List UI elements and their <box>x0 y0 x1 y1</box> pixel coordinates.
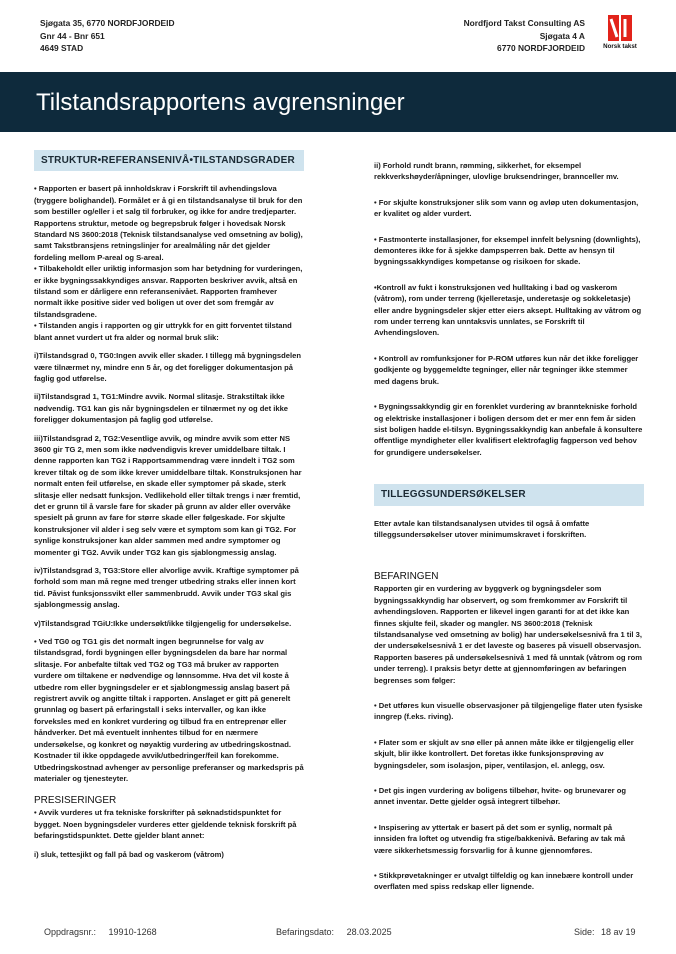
logo-text: Norsk takst <box>603 43 637 50</box>
property-address <box>40 17 175 55</box>
befaringen-skjulte-flater: • Flater som er skjult av snø eller på annen måte ikke er tilgjengelig eller skjult, blir ikke kontrollert. Det foretas ikke funksjonsprøving av bygningsdeler, som isolasjon, piper, ventilasjon, el. anlegg, osv. <box>374 737 634 770</box>
footer-side-label: Side: <box>574 927 595 937</box>
norsk-takst-logo-icon <box>607 15 633 41</box>
footer-oppdrag-value: 19910-1268 <box>108 927 157 937</box>
municipality-line: 4649 STAD <box>40 43 84 53</box>
section-heading-tilleggsundersokelser: TILLEGGSUNDERSØKELSER <box>374 484 644 505</box>
befaringen-tilbehor: • Det gis ingen vurdering av boligens tilbehør, hvite- og brunevarer og annet inventar. Dette gjelder også integrert tilbehør. <box>374 786 627 807</box>
cost-paragraph: • Ved TG0 og TG1 gis det normalt ingen begrunnelse for valg av tilstandsgrad, fordi bygningen eller bygningsdelen da bare har normal slitasje. For anbefalte tiltak ved TG2 og TG3 må bruker av rapporten vurdere om tiltakene er nødvendige og lønnsomme. Hva det vil koste å utbedre rom eller bygningsdeler er et sjablongmessig anslag basert på registrert avvik og angitte tiltak i rapporten. Anslaget er gitt på generelt grunnlag og basert på erfaringstall i seks intervaller, og kan ikke forveksles med en konkret vurdering og tilbud fra en entreprenør eller håndverker. Det må eventuelt innhentes tilbud for en nærmere undersøkelse, og konkret og nøyaktig vurdering av utbedringskostnad. Kostnader til ikke oppdagede avvik/utbedringer/feil kan forekomme. Utbedringskostnad avhenger av personlige preferanser og markedspris på materialer og tjenesteyter. <box>34 637 304 783</box>
company-street: Sjøgata 4 A <box>539 30 585 41</box>
left-column <box>34 150 304 867</box>
fuktkontroll-paragraph: •Kontroll av fukt i konstruksjonen ved hulltaking i bad og vaskerom (våtrom), rom under terreng (kjelleretasje, underetasje og sokkeletasje) eller andre bygningsdeler skjer etter eiers aksept. Hulltaking av våtrom og rom under terreng kan unntaksvis unnlates, se Forskrift til Avhendingsloven. <box>374 282 642 338</box>
gnr-bnr-line: Gnr 44 - Bnr 651 <box>40 30 105 41</box>
intro-paragraph: • Rapporten er basert på innholdskrav i Forskrift til avhendingslova (tryggere bolighandel). Formålet er å gi en tilstandsanalyse til bruk for den som bestiller og/eller i et salg til forbruker, og ikke for andre tredjeparter. Rapportens struktur, metode og begrepsbruk følger i hovedsak Norsk Standard NS 3600:2018 (Teknisk tilstandsanalyse ved omsetning av bolig), samt Takstbransjens retningslinjer for arealmåling når det gjelder fordeling mellom P-areal og S-areal. • Tilbakeholdt eller uriktig informasjon som har betydning for vurderingen, er ikke bygningssakkyndiges ansvar. Rapporten beskriver avvik, altså en tilstand som er dårligere enn referansenivået. Rapporten framhever normalt ikke positive sider ved boligen ut over det som fremgår av tilstandsgradene. • Tilstanden angis i rapporten og gir uttrykk for en gitt forventet tilstand blant annet vurdert ut fra alder og normal bruk slik: <box>34 184 303 342</box>
company-address <box>464 17 585 55</box>
footer-oppdrag <box>44 927 157 937</box>
footer-befaring-label: Befaringsdato: <box>276 927 335 937</box>
footer-befaring-value: 28.03.2025 <box>346 927 392 937</box>
tillegg-paragraph: Etter avtale kan tilstandsanalysen utvides til også å omfatte tilleggsundersøkelser utover minimumskravet i forskriften. <box>374 518 590 539</box>
tg1-paragraph: ii)Tilstandsgrad 1, TG1:Mindre avvik. Normal slitasje. Strakstiltak ikke nødvendig. TG1 kan gis når bygningsdelen er tilnærmet ny og det ikke foreligger dokumentasjon på faglig god utførelse. <box>34 392 289 425</box>
tgiu-paragraph: v)Tilstandsgrad TGiU:Ikke undersøkt/ikke tilgjengelig for undersøkelse. <box>34 618 292 628</box>
befaringen-stikkprover: • Stikkprøvetakninger er utvalgt tilfeldig og kan innebære kontroll under overflaten med spiss redskap eller lignende. <box>374 871 634 892</box>
presiseringer-item-ii: ii) Forhold rundt brann, rømming, sikkerhet, for eksempel rekkverkshøyder/åpninger, ulovlige bruksendringer, brannceller mv. <box>374 161 619 182</box>
norsk-takst-logo <box>599 15 641 55</box>
footer-befaring <box>276 927 392 937</box>
tg2-paragraph: iii)Tilstandsgrad 2, TG2:Vesentlige avvik, og mindre avvik som etter NS 3600 gir TG 2, men som ikke nødvendigvis krever umiddelbare tiltak. I denne rapporten kan TG2 i Rapportsammendrag være inndelt i TG2 som krever tiltak og de som ikke krever umiddelbare tiltak. Konstruksjonen har normalt enten feil utførelse, en skade eller symptomer på skade, sterk slitasje eller nedsatt funksjon. Vedlikehold eller tiltak trengs i nær fremtid, det er grunn til å varsle fare for skader på grunn av alder eller overvåke spesielt på grunn av fare for større skade eller følgeskade. For skjulte konstruksjoner vil alder i seg selv være et symptom som kan gi TG2. For synlige konstruksjoner kan alder sammen med andre symptomer og momenter gi TG2. Avvik under TG2 kan gis sjablongmessig anslag. <box>34 433 302 557</box>
footer-side-value: 18 av 19 <box>601 927 636 937</box>
tg3-paragraph: iv)Tilstandsgrad 3, TG3:Store eller alvorlige avvik. Kraftige symptomer på forhold som man må regne med trenger utbedring straks eller innen kort tid. Påvist funksjonssvikt eller sammenbrudd. Avvik under TG3 skal gis sjablongmessig anslag. <box>34 566 299 610</box>
right-column <box>374 160 644 900</box>
befaringen-yttertak: • Inspisering av yttertak er basert på det som er synlig, normalt på innsiden fra loftet og utvendig fra stige/bakkenivå. Befaring av tak må være sikkerhetsmessig forsvarlig for å kunne gjennomføres. <box>374 822 626 855</box>
skjulte-konstruksjoner-paragraph: • For skjulte konstruksjoner slik som vann og avløp uten dokumentasjon, er kvalitet og alder vurdert. <box>374 197 639 219</box>
page-title: Tilstandsrapportens avgrensninger <box>36 89 405 116</box>
befaringen-visuelle: • Det utføres kun visuelle observasjoner på tilgjengelige flater uten fysiske inngrep (f.eks. riving). <box>374 701 643 722</box>
romfunksjoner-paragraph: • Kontroll av romfunksjoner for P-ROM utføres kun når det ikke foreligger godkjente og byggemeldte tegninger, eller når tegninger ikke stemmer med dagens bruk. <box>374 353 639 386</box>
title-banner <box>0 72 676 132</box>
heading-befaringen: BEFARINGEN <box>374 571 439 583</box>
footer-side <box>574 927 636 937</box>
tg0-paragraph: i)Tilstandsgrad 0, TG0:Ingen avvik eller skader. I tillegg må bygningsdelen være tilnærmet ny, mindre enn 5 år, og det foreligger dokumentasjon på faglig god utførelse. <box>34 351 301 383</box>
befaringen-intro: Rapporten gir en vurdering av byggverk og bygningsdeler som bygningssakkyndig har observert, og som fremkommer av Forskrift til avhendingsloven. Rapporten er likevel ingen garanti for at det ikke kan finnes skjulte feil, skader og mangler. NS 3600:2018 (Teknisk tilstandsanalyse ved omsetning av bolig) har undersøkelsesnivå fra 1 til 3, der undersøkelsesnivå 1 er det laveste og baseres på visuell observasjon. Rapporten baseres på undersøkelsesnivå 1 med få unntak (våtrom og rom under terreng). I praksis betyr dette at gjennomføringen av befaringen begrenses som følger: <box>374 584 642 685</box>
footer-oppdrag-label: Oppdragsnr.: <box>44 927 97 937</box>
heading-presiseringer: PRESISERINGER <box>34 795 117 807</box>
company-city: 6770 NORDFJORDEID <box>497 43 585 53</box>
address-line: Sjøgata 35, 6770 NORDFJORDEID <box>40 18 175 28</box>
section-heading-struktur: STRUKTUR•REFERANSENIVÅ•TILSTANDSGRADER <box>34 150 304 171</box>
branntekniske-paragraph: • Bygningssakkyndig gir en forenklet vurdering av branntekniske forhold og elektriske installasjoner i boligen dersom det er mer enn fem år siden sist boligen hadde el-tilsyn. Bygningssakkyndig kan anbefale å konsultere offentlige myndigheter eller kvalifisert elektrofaglig fagperson ved behov for grundigere undersøkelser. <box>374 402 643 457</box>
fastmonterte-paragraph: • Fastmonterte installasjoner, for eksempel innfelt belysning (downlights), demonteres ikke for å sjekke dampsperren bak. Dette av hensyn til bygningssakkyndiges kompetanse og risikoen for skade. <box>374 234 641 267</box>
presiseringer-paragraph: • Avvik vurderes ut fra tekniske forskrifter på søknadstidspunktet for bygget. Noen bygningsdeler vurderes etter gjeldende teknisk forskrift på befaringstidspunktet. Dette gjelder blant annet: <box>34 808 297 841</box>
presiseringer-item-i: i) sluk, tettesjikt og fall på bad og vaskerom (våtrom) <box>34 849 224 859</box>
company-name: Nordfjord Takst Consulting AS <box>463 18 585 28</box>
